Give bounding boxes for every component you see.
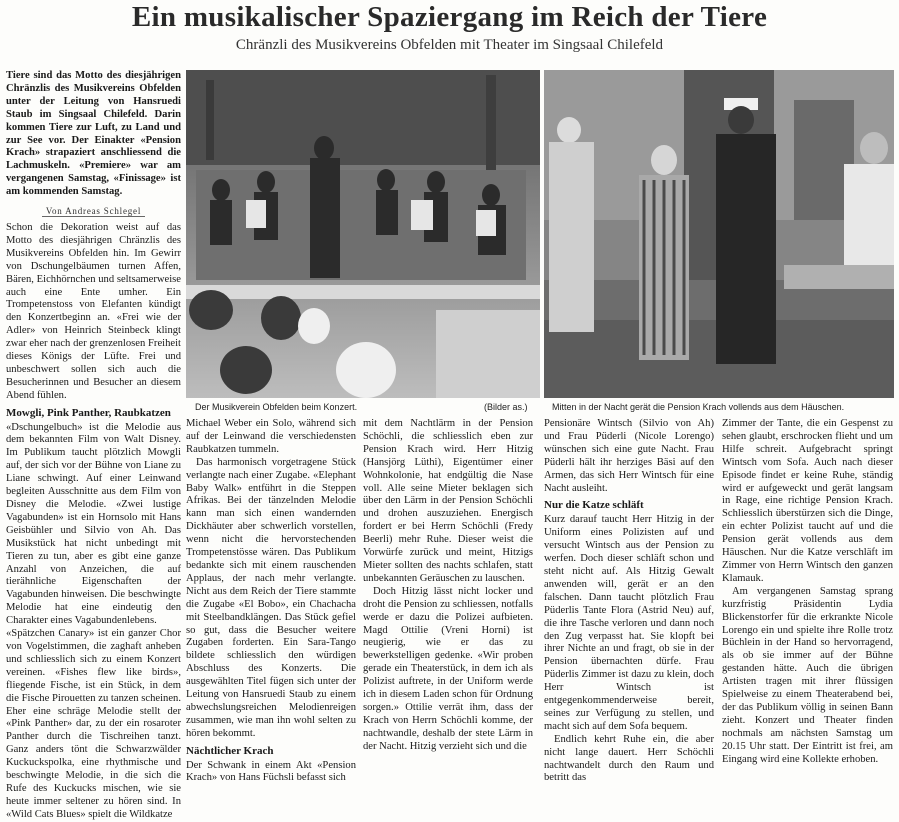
- subheading-katze: Nur die Katze schläft: [544, 499, 644, 512]
- theater-photo-caption: Mitten in der Nacht gerät die Pension Krach vollends aus dem Häuschen.: [552, 402, 845, 412]
- paragraph: Schon die Dekoration weist auf das Motto des diesjährigen Chränzlis des Musikvereins Obfelden hin. Im Gewirr von Dschungelbäumen turnen Affen, Bären, Eichhörnchen und seltsamerweise auch eine Ente umher. Ein Trompetenstoss von Elefanten kündigt den Konzertbeginn an. «Frei wie der Adler» von Heinrich Steinbeck klingt zwar eher nach der grenzenlosen Freiheit dieses Königs der Lüfte. Frei und unbeschwert sollen sich auch die Besucherinnen und Besucher an diesem Abend fühlen.: [6, 221, 181, 401]
- paragraph: mit dem Nachtlärm in der Pension Schöchli, die schliesslich eben zur Pension Krach wird. Herr Hitzig (Hansjörg Lüthi), Eigentümer einer Wohnkolonie, hat endgültig die Nase voll. Alle seine Mieter beklagen sich über den Lärm in der Pension Schöchli und drohen auszuziehen. Energisch fordert er bei Herrn Schöchli (Fredy Beerli) mehr Ruhe. Dieser weist die Vorwürfe zurück und meint, Hitzigs Mieter sollten des nachts schlafen, statt unbekannten Geräuschen zu lauschen.: [363, 418, 533, 584]
- paragraph: Endlich kehrt Ruhe ein, die aber nicht lange dauert. Herr Schöchli nachtwandelt durch den Raum und betritt das: [544, 733, 714, 784]
- paragraph: «Spätzchen Canary» ist ein ganzer Chor von Vogelstimmen, die zaghaft anheben und schliesslich sich zu einem Konzert vereinen. «Fishes flew like birds», fliegende Fische, ist ein Stück, in dem die Fische Pirouetten zu tanzen scheinen. Eher eine schräge Melodie stellt der «Pink Panther» dar, zu der ein rosaroter Panther durch die Tischreihen tanzt. Ganz anders tönt die Schwarzwälder Kuckuckspolka, eine rhythmische und beschwingte Melodie, in die sich die Rufe des Kuckucks mischen, wie sie heute immer seltener zu hören sind. In «Wild Cats Blues» spielt die Wildkatze: [6, 628, 181, 820]
- column-1: [6, 70, 181, 820]
- column-3: [363, 418, 533, 752]
- article-subheadline: Chränzli des Musikvereins Obfelden mit Theater im Singsaal Chilefeld: [235, 37, 664, 53]
- photo-credit: (Bilder as.): [484, 402, 528, 412]
- column-2: [186, 418, 356, 784]
- byline: [6, 205, 181, 218]
- subheading-mowgli: Mowgli, Pink Panther, Raubkatzen: [6, 406, 171, 419]
- column-5: [722, 418, 893, 765]
- paragraph: Doch Hitzig lässt nicht locker und droht die Pension zu schliessen, notfalls werde er dazu die Polizei aufbieten. Magd Ottilie (Vreni Horni) ist neugierig, wie er das zu bewerkstelligen gedenke. «Wir proben gerade ein Theaterstück, in dem ich als Polizist auftrete, in der Uniform werde ich in diesem Laden schon für Ordnung sorgen.» Ottilie verrät ihm, dass der Krach von Herrn Schöchli komme, der nachtwandle, deshalb der stete Lärm in der Nacht. Hitzig verzieht sich und die: [363, 585, 533, 752]
- byline-text: Von Andreas Schlegel: [42, 206, 145, 217]
- paragraph: Am vergangenen Samstag sprang kurzfristig Präsidentin Lydia Blickenstorfer für die erkrankte Nicole Lorengo ein und spielte ihre Rolle trotz Büchlein in der Hand so hervorragend, als ob sie immer auf der Bühne gestanden hätte. Auch die übrigen Artisten tragen mit ihrer flüssigen Spielweise zu einem Theaterabend bei, der das Publikum völlig in seinen Bann zieht. Konzert und Theater finden nochmals am nächsten Samstag um 20.15 Uhr statt. Der Eintritt ist frei, am Eingang wird eine Kollekte erhoben.: [722, 585, 893, 765]
- article-lead: Tiere sind das Motto des diesjährigen Chränzlis des Musikvereins Obfelden unter der Leitung von Hansruedi Staub im Singsaal Chilefeld. Darin kommen Tiere zur Luft, zu Land und zur See vor. Der Einakter «Pension Krach» strapaziert anschliessend die Lachmuskeln. «Premiere» war am vergangenen Samstag, «Finissage» ist am kommenden Samstag.: [6, 70, 181, 198]
- paragraph: Der Schwank in einem Akt «Pension Krach» von Hans Füchsli befasst sich: [186, 759, 356, 784]
- concert-photo: [186, 70, 540, 398]
- subheading-naechtlicher-krach: Nächtlicher Krach: [186, 744, 274, 757]
- concert-photo-image: [186, 70, 540, 398]
- theater-photo: [544, 70, 894, 398]
- column-4: [544, 418, 714, 784]
- theater-photo-image: [544, 70, 894, 398]
- article-headline: Ein musikalischer Spaziergang im Reich der Tiere: [131, 1, 768, 33]
- paragraph: «Dschungelbuch» ist die Melodie aus dem bekannten Film von Walt Disney. Im Publikum taucht plötzlich Mowgli auf, der sich vor der Bühne von Liane zu Liane schwingt. Auf einer Leinwand begleiten Ausschnitte aus dem Film von Disney die Melodie. «Zwei lustige Vagabunden» ist ein Hornsolo mit Hans Geisbühler und Silvio von Ah. Das Musikstück hat nicht unbedingt mit Tieren zu tun, aber es gibt eine ganze Anzahl von Anzeichen, die auf tierähnliche Eigenschaften der Vagabunden hinweisen. Die beschwingte Melodie hat eine eindeutig den Charakter eines Vagabundenlebens.: [6, 421, 181, 627]
- paragraph: Zimmer der Tante, die ein Gespenst zu sehen glaubt, erschrocken flieht und um Hilfe schreit. Aufgebracht springt Wintsch vom Sofa. Auch nach dieser Episode findet er keine Ruhe, ständig wird er aufgeweckt und gerät langsam in Rage, eine richtige Pension Krach. Schliesslich überstürzen sich die Dinge, ein echter Polizist taucht auf und die Pension gerät vollends aus dem Häuschen. Nur die Katze verschläft im Zimmer von Herrn Wintsch den ganzen Klamauk.: [722, 418, 893, 584]
- paragraph: Das harmonisch vorgetragene Stück verlangte nach einer Zugabe. «Elephant Baby Walk» entführt in die Steppen Afrikas. Bei der tänzelnden Melodie kann man sich einen wandernden Dickhäuter aber schwerlich vorstellen, wenn nicht die hervorstechenden Trompetenstösse wären. Das Publikum bedankte sich mit einem rauschenden Applaus, der nach mehr verlangte. Nicht aus dem Reich der Tiere stammte die Zugabe «El Bobo», ein Chachacha mit Steelbandklängen. Das Stück gefiel so gut, dass die Besucher weitere Zugaben forderten. Ein Sara-Tango bildete schliesslich den würdigen Abschluss des Konzerts. Die ausgewählten Titel fügen sich unter der Leitung von Hansruedi Staub zu einem abwechslungsreichen Melodienreigen zusammen, wie man ihn wohl selten zu hören bekommt.: [186, 456, 356, 739]
- concert-photo-caption: Der Musikverein Obfelden beim Konzert.: [195, 402, 358, 412]
- paragraph: Pensionäre Wintsch (Silvio von Ah) und Frau Püderli (Nicole Lorengo) wünschen sich eine gute Nacht. Frau Püderli hält ihr herziges Bäsi auf den Armen, das sich Herr Wintsch für eine Nacht ausleiht.: [544, 418, 714, 494]
- paragraph: Kurz darauf taucht Herr Hitzig in der Uniform eines Polizisten auf und versucht Wintsch aus der Pension zu werfen. Doch dieser schläft schon und steht nicht auf. Als Hitzig Gewalt anwenden will, gerät er an den falschen. Dann taucht plötzlich Frau Püderlis Tante Flora (Astrid Neu) auf, die ihre Tasche verloren und dann noch den Zug verpasst hat. Sie klopft bei ihrer Nichte an und fragt, ob sie in der Pension übernachten dürfe. Frau Püderlis Zimmer ist dazu zu klein, doch Herr Wintsch ist entgegenkommenderweise bereit, seines zur Verfügung zu stellen, und macht sich auf dem Sofa bequem.: [544, 514, 714, 732]
- paragraph: Michael Weber ein Solo, während sich auf der Leinwand die verschiedensten Raubkatzen tummeln.: [186, 418, 356, 455]
